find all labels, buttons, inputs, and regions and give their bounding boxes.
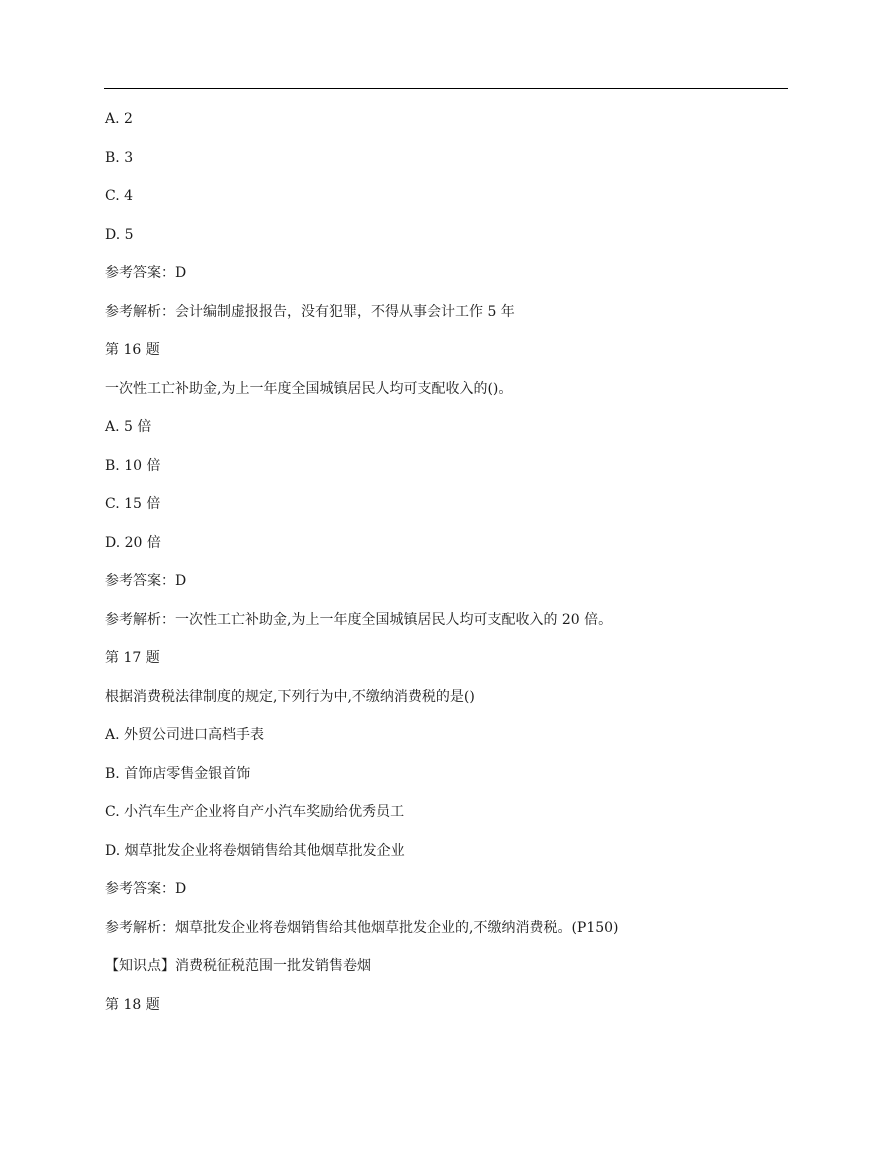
q16-option-d: D. 20 倍 — [105, 534, 161, 551]
q16-option-c: C. 15 倍 — [105, 496, 161, 512]
q16-answer: 参考答案：D — [105, 573, 187, 589]
q16-title: 第 16 题 — [105, 342, 160, 358]
q17-option-c: C. 小汽车生产企业将自产小汽车奖励给优秀员工 — [105, 804, 405, 820]
q18-title: 第 18 题 — [105, 996, 160, 1013]
q17-option-a: A. 外贸公司进口高档手表 — [105, 727, 265, 743]
q17-option-b: B. 首饰店零售金银首饰 — [105, 765, 251, 782]
q15-option-b: B. 3 — [105, 149, 134, 166]
q17-answer: 参考答案：D — [105, 881, 187, 897]
q17-option-d: D. 烟草批发企业将卷烟销售给其他烟草批发企业 — [105, 842, 405, 859]
q16-question: 一次性工亡补助金,为上一年度全国城镇居民人均可支配收入的()。 — [105, 380, 513, 397]
q15-option-c: C. 4 — [105, 188, 134, 204]
q15-answer: 参考答案：D — [105, 265, 187, 281]
q15-option-a: A. 2 — [105, 111, 133, 127]
document-body — [105, 106, 789, 1030]
q17-knowledge-point: 【知识点】消费税征税范围一批发销售卷烟 — [105, 958, 371, 974]
q16-option-a: A. 5 倍 — [105, 419, 152, 435]
q17-question: 根据消费税法律制度的规定,下列行为中,不缴纳消费税的是() — [105, 688, 475, 705]
q16-analysis: 参考解析：一次性工亡补助金,为上一年度全国城镇居民人均可支配收入的 20 倍。 — [105, 611, 613, 628]
q15-analysis: 参考解析：会计编制虚报报告，没有犯罪，不得从事会计工作 5 年 — [105, 303, 515, 320]
q17-analysis: 参考解析：烟草批发企业将卷烟销售给其他烟草批发企业的,不缴纳消费税。(P150) — [105, 919, 619, 936]
q17-title: 第 17 题 — [105, 650, 160, 666]
q16-option-b: B. 10 倍 — [105, 457, 161, 474]
header-rule — [104, 88, 788, 89]
q15-option-d: D. 5 — [105, 226, 134, 243]
